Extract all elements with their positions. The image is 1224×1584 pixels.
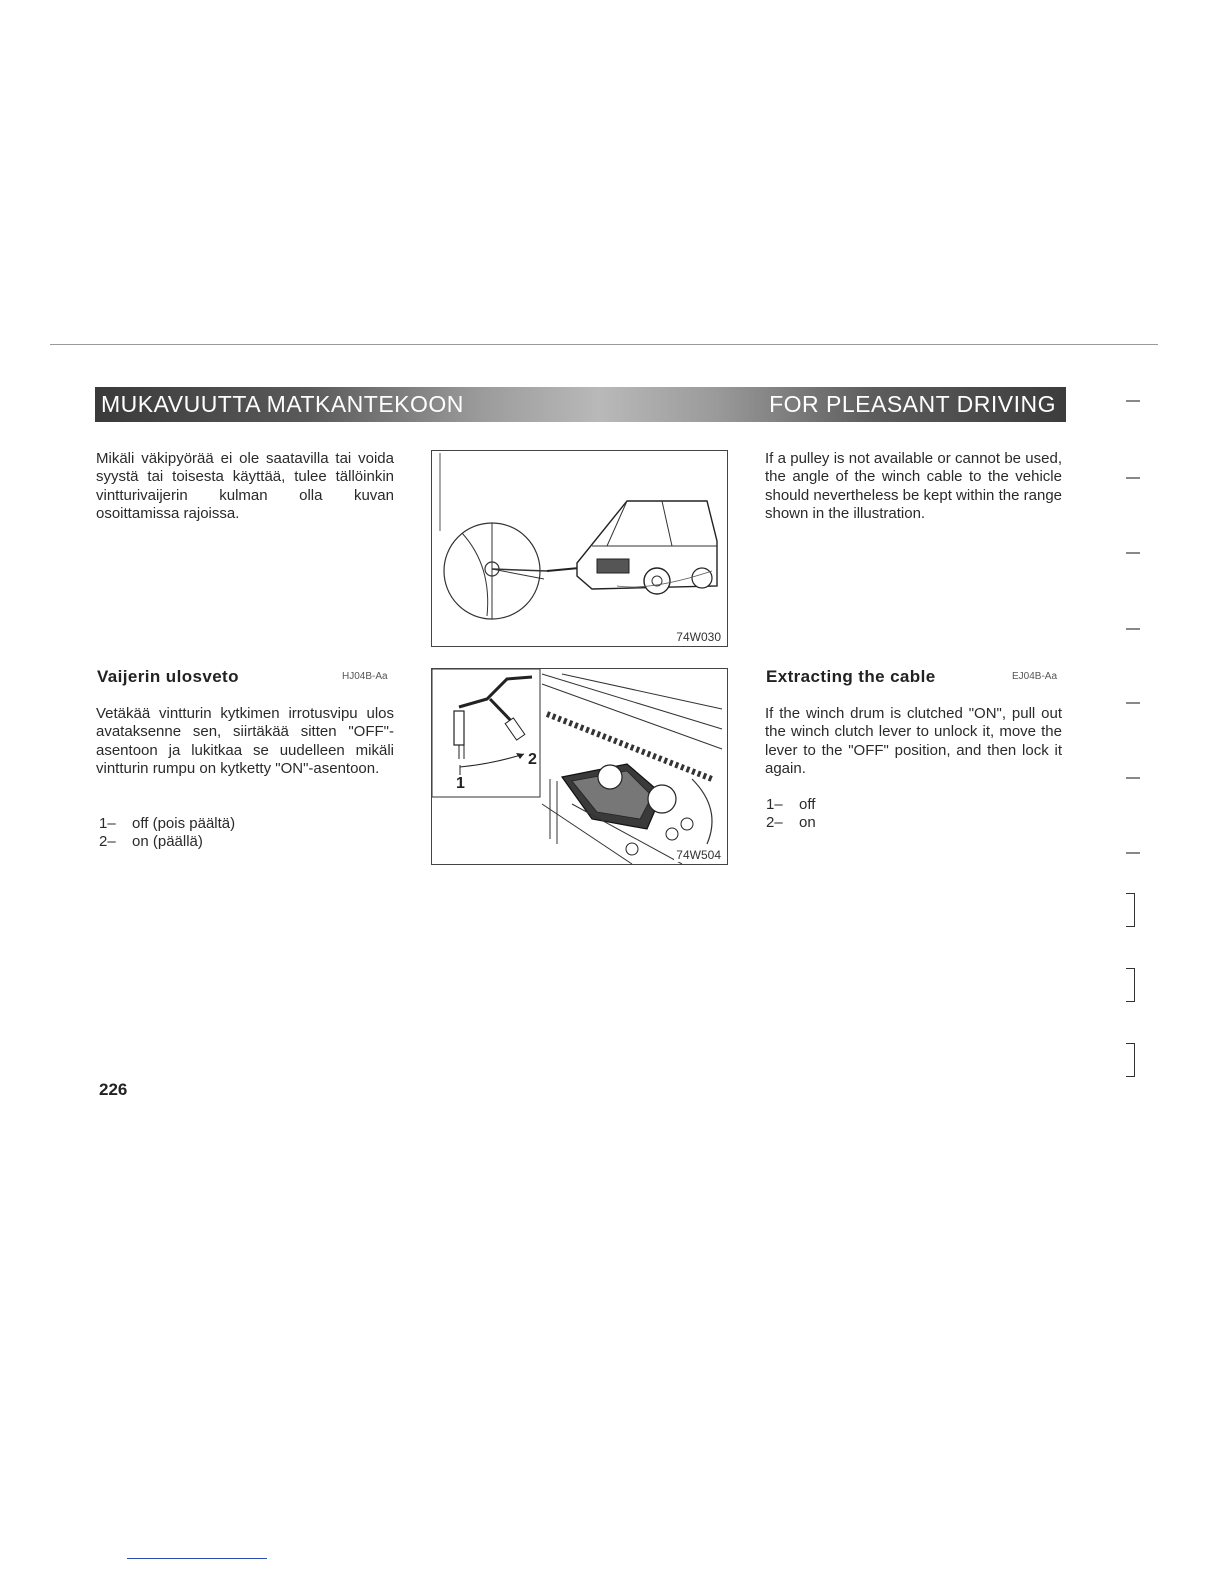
- figure-code-1: 74W030: [676, 630, 721, 644]
- english-section-code: EJ04B-Aa: [1012, 671, 1058, 682]
- edge-mark: [1126, 552, 1140, 554]
- index-tab: [1126, 893, 1135, 927]
- list-item: 1– off: [766, 796, 816, 813]
- finnish-position-list: [99, 815, 235, 851]
- finnish-section-paragraph: Vetäkää vintturin kytkimen irrotusvipu ulos avataksenne sen, siirtäkää sitten "OFF"-asentoon ja lukitkaa se uudelleen mikäli vintturin rumpu on kytketty "ON"-asentoon.: [96, 705, 394, 778]
- list-item: 2– on: [766, 814, 816, 831]
- finnish-section-code: HJ04B-Aa: [342, 671, 388, 682]
- edge-mark: [1126, 477, 1140, 479]
- banner-title-finnish: MUKAVUUTTA MATKANTEKOON: [101, 391, 464, 417]
- callout-label-1: 1: [456, 775, 465, 792]
- finnish-intro-paragraph: Mikäli väkipyörää ei ole saatavilla tai voida syystä tai toisesta käyttää, tulee tällöinkin vintturivaijerin kulman olla kuvan osoittamissa rajoissa.: [96, 450, 394, 523]
- page-number: 226: [99, 1080, 128, 1099]
- figure-code-2: 74W504: [676, 848, 721, 862]
- list-item: 1– off (pois päältä): [99, 815, 236, 832]
- index-tab: [1126, 1043, 1135, 1077]
- edge-mark: [1126, 777, 1140, 779]
- clutch-lever-illustration: [432, 669, 727, 864]
- edge-mark: [1126, 628, 1140, 630]
- banner-title-english: FOR PLEASANT DRIVING: [769, 391, 1056, 417]
- top-rule: [50, 344, 1158, 345]
- figure-clutch-lever: [431, 668, 728, 865]
- figure-cable-angle: [431, 450, 728, 647]
- finnish-section-heading: Vaijerin ulosveto: [97, 667, 239, 686]
- edge-mark: [1126, 852, 1140, 854]
- section-banner: [95, 387, 1066, 422]
- bottom-rule: [127, 1558, 267, 1559]
- index-tab: [1126, 968, 1135, 1002]
- english-intro-paragraph: If a pulley is not available or cannot be used, the angle of the winch cable to the vehicle should nevertheless be kept within the range shown in the illustration.: [765, 450, 1062, 523]
- callout-label-2: 2: [528, 751, 537, 768]
- english-section-heading: Extracting the cable: [766, 667, 936, 686]
- edge-mark: [1126, 400, 1140, 402]
- list-item: 2– on (päällä): [99, 833, 203, 850]
- edge-mark: [1126, 702, 1140, 704]
- english-position-list: [766, 796, 816, 832]
- cable-angle-illustration: [432, 451, 727, 646]
- english-section-paragraph: If the winch drum is clutched "ON", pull out the winch clutch lever to unlock it, move the lever to the "OFF" position, and then lock it again.: [765, 705, 1062, 778]
